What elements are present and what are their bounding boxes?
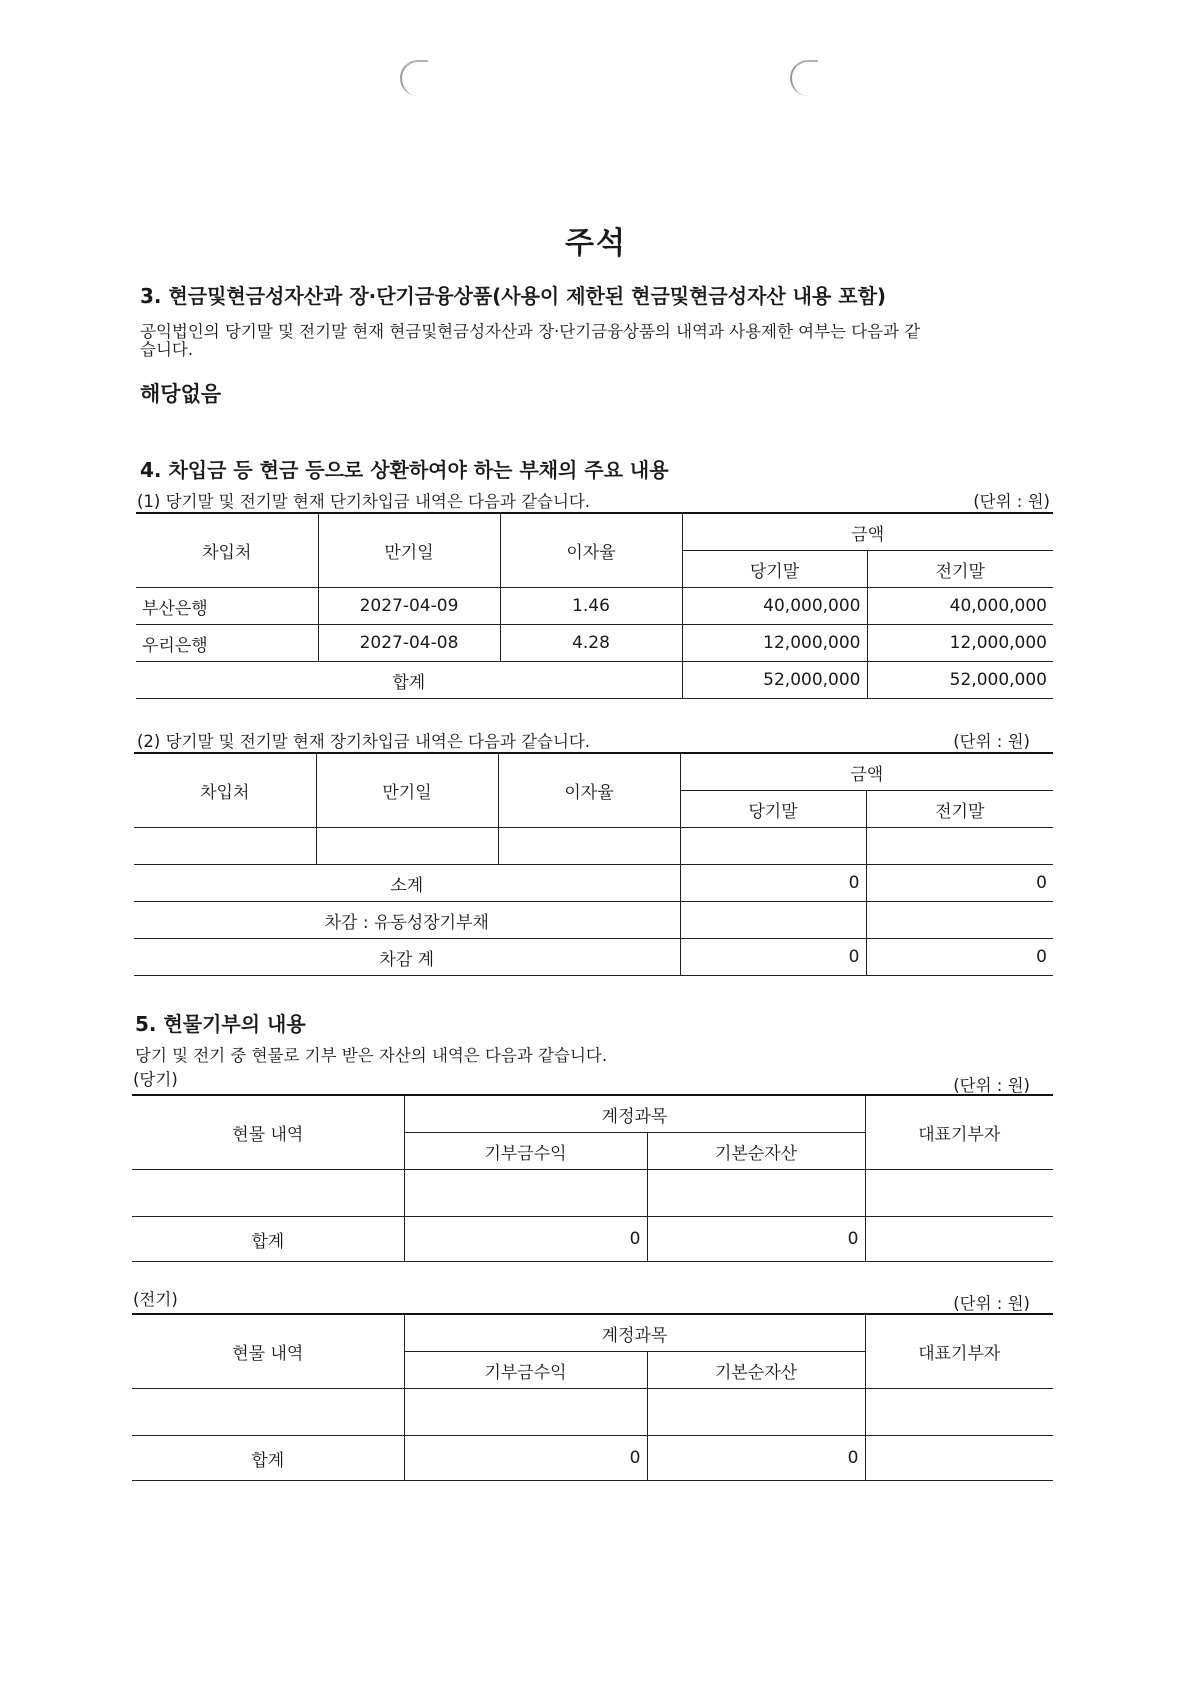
header-item: 현물 내역 — [132, 1095, 404, 1170]
total-current: 52,000,000 — [682, 662, 867, 699]
total-label: 합계 — [136, 662, 682, 699]
less-current-row — [134, 902, 1053, 939]
section3-heading: 3. 현금및현금성자산과 장·단기금융상품(사용이 제한된 현금및현금성자산 내용 포함) — [140, 284, 887, 308]
less-current-label: 차감 : 유동성장기부채 — [134, 902, 680, 939]
net-row — [134, 939, 1053, 976]
header-donor: 대표기부자 — [865, 1095, 1053, 1170]
header-basic-net-assets: 기본순자산 — [647, 1352, 865, 1389]
empty-cell — [680, 828, 866, 865]
punch-hole-right — [790, 60, 818, 96]
empty-row — [132, 1170, 1053, 1217]
current-donation-table — [132, 1094, 1053, 1262]
section4-heading: 4. 차입금 등 현금 등으로 상환하여야 하는 부채의 주요 내용 — [140, 458, 669, 482]
empty-cell — [865, 1170, 1053, 1217]
header-account: 계정과목 — [404, 1095, 865, 1133]
current-period-label: (당기) — [133, 1070, 178, 1089]
section3-none: 해당없음 — [140, 382, 222, 406]
empty-cell — [134, 828, 316, 865]
empty-cell — [132, 1389, 404, 1436]
empty-cell — [498, 828, 680, 865]
current-period-unit: (단위 : 원) — [953, 1076, 1030, 1095]
header-rate: 이자율 — [500, 513, 682, 588]
short-loan-caption: (1) 당기말 및 전기말 현재 단기차입금 내역은 다음과 같습니다. — [137, 492, 591, 511]
long-term-loan-table — [134, 752, 1053, 976]
prior-period-label: (전기) — [133, 1290, 178, 1309]
header-current: 당기말 — [680, 791, 866, 828]
short-term-loan-table — [136, 512, 1053, 699]
header-amount: 금액 — [682, 513, 1053, 551]
subtotal-label: 소계 — [134, 865, 680, 902]
row-current: 40,000,000 — [682, 588, 867, 625]
less-current-current — [680, 902, 866, 939]
net-prior: 0 — [866, 939, 1053, 976]
row-current: 12,000,000 — [682, 625, 867, 662]
empty-row — [132, 1389, 1053, 1436]
page-title: 주석 — [565, 226, 627, 261]
net-current: 0 — [680, 939, 866, 976]
empty-cell — [132, 1170, 404, 1217]
empty-cell — [865, 1389, 1053, 1436]
section5-desc: 당기 및 전기 중 현물로 기부 받은 자산의 내역은 다음과 같습니다. — [135, 1046, 608, 1065]
table-row — [136, 588, 1053, 625]
header-prior: 전기말 — [867, 551, 1053, 588]
total-row — [136, 662, 1053, 699]
empty-cell — [647, 1389, 865, 1436]
row-prior: 12,000,000 — [867, 625, 1053, 662]
total-donation-income: 0 — [404, 1217, 647, 1262]
empty-cell — [316, 828, 498, 865]
total-row — [132, 1217, 1053, 1262]
header-donation-income: 기부금수익 — [404, 1133, 647, 1170]
row-lender: 부산은행 — [136, 588, 318, 625]
total-donor — [865, 1436, 1053, 1481]
total-prior: 52,000,000 — [867, 662, 1053, 699]
header-donation-income: 기부금수익 — [404, 1352, 647, 1389]
header-lender: 차입처 — [136, 513, 318, 588]
table-row — [136, 625, 1053, 662]
total-donor — [865, 1217, 1053, 1262]
empty-cell — [404, 1389, 647, 1436]
header-amount: 금액 — [680, 753, 1053, 791]
total-label: 합계 — [132, 1436, 404, 1481]
row-rate: 1.46 — [500, 588, 682, 625]
long-loan-unit: (단위 : 원) — [953, 732, 1030, 751]
total-basic-net-assets: 0 — [647, 1436, 865, 1481]
total-donation-income: 0 — [404, 1436, 647, 1481]
empty-row — [134, 828, 1053, 865]
header-basic-net-assets: 기본순자산 — [647, 1133, 865, 1170]
punch-hole-left — [400, 60, 428, 96]
total-label: 합계 — [132, 1217, 404, 1262]
subtotal-current: 0 — [680, 865, 866, 902]
total-row — [132, 1436, 1053, 1481]
subtotal-row — [134, 865, 1053, 902]
short-loan-unit: (단위 : 원) — [973, 492, 1050, 511]
header-item: 현물 내역 — [132, 1314, 404, 1389]
header-prior: 전기말 — [866, 791, 1053, 828]
row-maturity: 2027-04-08 — [318, 625, 500, 662]
header-maturity: 만기일 — [318, 513, 500, 588]
net-label: 차감 계 — [134, 939, 680, 976]
empty-cell — [866, 828, 1053, 865]
empty-cell — [404, 1170, 647, 1217]
header-lender: 차입처 — [134, 753, 316, 828]
less-current-prior — [866, 902, 1053, 939]
header-rate: 이자율 — [498, 753, 680, 828]
prior-period-unit: (단위 : 원) — [953, 1294, 1030, 1313]
section5-heading: 5. 현물기부의 내용 — [135, 1012, 306, 1036]
prior-donation-table — [132, 1313, 1053, 1481]
long-loan-caption: (2) 당기말 및 전기말 현재 장기차입금 내역은 다음과 같습니다. — [137, 732, 591, 751]
subtotal-prior: 0 — [866, 865, 1053, 902]
header-donor: 대표기부자 — [865, 1314, 1053, 1389]
section3-desc-line2: 습니다. — [140, 340, 194, 359]
row-prior: 40,000,000 — [867, 588, 1053, 625]
empty-cell — [647, 1170, 865, 1217]
section3-desc-line1: 공익법인의 당기말 및 전기말 현재 현금및현금성자산과 장·단기금융상품의 내역과 사용제한 여부는 다음과 같 — [140, 322, 921, 341]
header-current: 당기말 — [682, 551, 867, 588]
row-lender: 우리은행 — [136, 625, 318, 662]
header-maturity: 만기일 — [316, 753, 498, 828]
header-account: 계정과목 — [404, 1314, 865, 1352]
row-rate: 4.28 — [500, 625, 682, 662]
total-basic-net-assets: 0 — [647, 1217, 865, 1262]
row-maturity: 2027-04-09 — [318, 588, 500, 625]
